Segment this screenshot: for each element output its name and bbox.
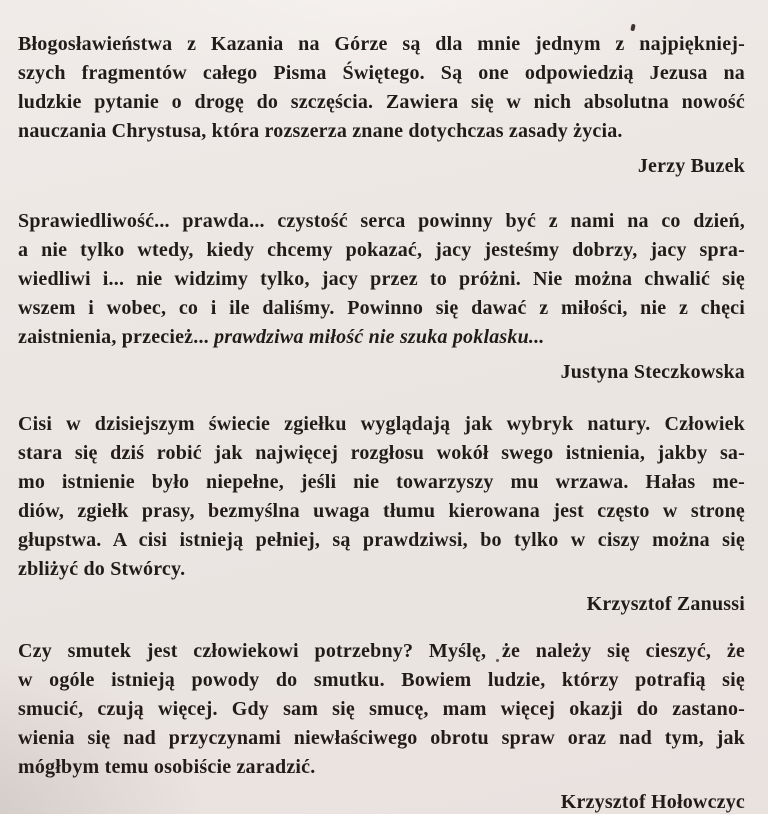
quote-author: Justyna Steczkowska bbox=[560, 361, 745, 383]
quote-block-steczkowska bbox=[18, 207, 745, 387]
quote-line: wiedliwi i... nie widzimy tylko, jacy przez to próżni. Nie można chwalić się bbox=[18, 268, 745, 290]
quote-block-buzek bbox=[18, 30, 745, 181]
quote-block-zanussi bbox=[18, 410, 745, 619]
quote-line: Sprawiedliwość... prawda... czystość serca powinny być z nami na co dzień, bbox=[18, 210, 745, 232]
quote-line: w ogóle istnieją powody do smutku. Bowiem ludzie, którzy potrafią się bbox=[18, 669, 745, 691]
quote-author: Krzysztof Hołowczyc bbox=[560, 791, 745, 813]
quote-line: wszem i wobec, co i ile daliśmy. Powinno się dawać z miłości, nie z chęci bbox=[18, 297, 745, 319]
quote-line: głupstwa. A cisi istnieją pełniej, są prawdziwsi, bo tylko w ciszy można się bbox=[18, 529, 745, 551]
quote-line: mógłbym temu osobiście zaradzić. bbox=[18, 756, 316, 778]
quote-line: wienia się nad przyczynami niewłaściwego obrotu spraw oraz nad tym, jak bbox=[18, 727, 745, 749]
quote-line: smucić, czują więcej. Gdy sam się smucę, mam więcej okazji do zastano- bbox=[18, 698, 745, 720]
quote-line: diów, zgiełk prasy, bezmyślna uwaga tłumu kierowana jest często w stronę bbox=[18, 500, 745, 522]
quote-line: szych fragmentów całego Pisma Świętego. Są one odpowiedzią Jezusa na bbox=[18, 62, 745, 84]
quote-block-holowczyc bbox=[18, 637, 745, 817]
quote-line-regular-part: zaistnienia, przecież... bbox=[18, 326, 215, 348]
quote-line: Błogosławieństwa z Kazania na Górze są dla mnie jednym z najpiękniej- bbox=[18, 33, 745, 55]
quote-line: ludzkie pytanie o drogę do szczęścia. Zawiera się w nich absolutna nowość bbox=[18, 91, 745, 113]
quote-line: nauczania Chrystusa, która rozszerza znane dotychczas zasady życia. bbox=[18, 120, 623, 142]
quote-author: Krzysztof Zanussi bbox=[586, 593, 745, 615]
quote-line: stara się dziś robić jak najwięcej rozgłosu wokół swego istnienia, jakby sa- bbox=[18, 442, 745, 464]
quote-line: Czy smutek jest człowiekowi potrzebny? Myślę, że należy się cieszyć, że bbox=[18, 640, 745, 662]
quote-line-italic-part: prawdziwa miłość nie szuka poklasku... bbox=[214, 326, 545, 348]
quote-line: zbliżyć do Stwórcy. bbox=[18, 558, 186, 580]
quote-line bbox=[18, 323, 745, 352]
quote-line: a nie tylko wtedy, kiedy chcemy pokazać, jacy jesteśmy dobrzy, jacy spra- bbox=[18, 239, 745, 261]
quote-author: Jerzy Buzek bbox=[637, 155, 745, 177]
quote-line: Cisi w dzisiejszym świecie zgiełku wyglądają jak wybryk natury. Człowiek bbox=[18, 413, 745, 435]
quote-line: mo istnienie było niepełne, jeśli nie towarzyszy mu wrzawa. Hałas me- bbox=[18, 471, 745, 493]
